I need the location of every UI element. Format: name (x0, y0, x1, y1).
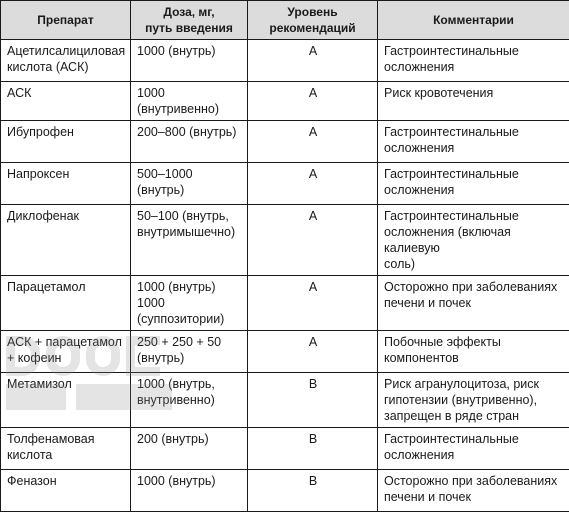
cell-comment: Риск агранулоцитоза, риск гипотензии (внутривенно), запрещен в ряде стран (378, 373, 569, 428)
cell-dose: 1000 (внутрь) (131, 40, 248, 82)
cell-comment: Гастроинтестинальные осложнения (378, 163, 569, 205)
cell-dose: 1000 (внутрь, внутривенно) (131, 373, 248, 428)
cell-level: B (248, 428, 378, 470)
cell-dose: 200–800 (внутрь) (131, 121, 248, 163)
header-dose: Доза, мг, путь введения (131, 1, 248, 40)
cell-level: A (248, 331, 378, 373)
table-body (1, 40, 569, 512)
table-row (1, 428, 569, 470)
table-row (1, 40, 569, 82)
cell-drug: Метамизол (1, 373, 131, 428)
table-row (1, 276, 569, 331)
cell-comment: Гастроинтестинальные осложнения (378, 40, 569, 82)
cell-dose: 1000 (внутрь) 1000 (суппозитории) (131, 276, 248, 331)
cell-level: B (248, 470, 378, 512)
cell-drug: Феназон (1, 470, 131, 512)
cell-drug: АСК (1, 82, 131, 121)
cell-dose: 1000 (внутрь) (131, 470, 248, 512)
table-row (1, 121, 569, 163)
cell-drug: АСК + парацетамол + кофеин (1, 331, 131, 373)
cell-comment: Осторожно при заболеваниях печени и почек (378, 276, 569, 331)
cell-dose: 250 + 250 + 50 (внутрь) (131, 331, 248, 373)
cell-comment: Гастроинтестинальные осложнения (включая калиевую соль) (378, 205, 569, 276)
header-row (1, 1, 569, 40)
cell-level: A (248, 121, 378, 163)
cell-comment: Риск кровотечения (378, 82, 569, 121)
cell-comment: Осторожно при заболеваниях печени и почек (378, 470, 569, 512)
cell-dose: 1000 (внутривенно) (131, 82, 248, 121)
cell-level: B (248, 373, 378, 428)
cell-drug: Толфенамовая кислота (1, 428, 131, 470)
cell-dose: 500–1000 (внутрь) (131, 163, 248, 205)
cell-level: A (248, 82, 378, 121)
table-row (1, 82, 569, 121)
cell-level: A (248, 163, 378, 205)
table-row (1, 205, 569, 276)
cell-drug: Диклофенак (1, 205, 131, 276)
header-comments: Комментарии (378, 1, 569, 40)
cell-drug: Ибупрофен (1, 121, 131, 163)
cell-comment: Побочные эффекты компонентов (378, 331, 569, 373)
cell-dose: 200 (внутрь) (131, 428, 248, 470)
cell-comment: Гастроинтестинальные осложнения (378, 121, 569, 163)
cell-drug: Напроксен (1, 163, 131, 205)
header-drug: Препарат (1, 1, 131, 40)
cell-drug: Парацетамол (1, 276, 131, 331)
cell-dose: 50–100 (внутрь, внутримышечно) (131, 205, 248, 276)
table-row (1, 373, 569, 428)
table-header (1, 1, 569, 40)
table-row (1, 331, 569, 373)
header-level: Уровень рекомендаций (248, 1, 378, 40)
cell-comment: Гастроинтестинальные осложнения (378, 428, 569, 470)
cell-level: A (248, 205, 378, 276)
cell-level: A (248, 40, 378, 82)
table-row (1, 470, 569, 512)
table-row (1, 163, 569, 205)
cell-level: A (248, 276, 378, 331)
cell-drug: Ацетилсалициловая кислота (АСК) (1, 40, 131, 82)
